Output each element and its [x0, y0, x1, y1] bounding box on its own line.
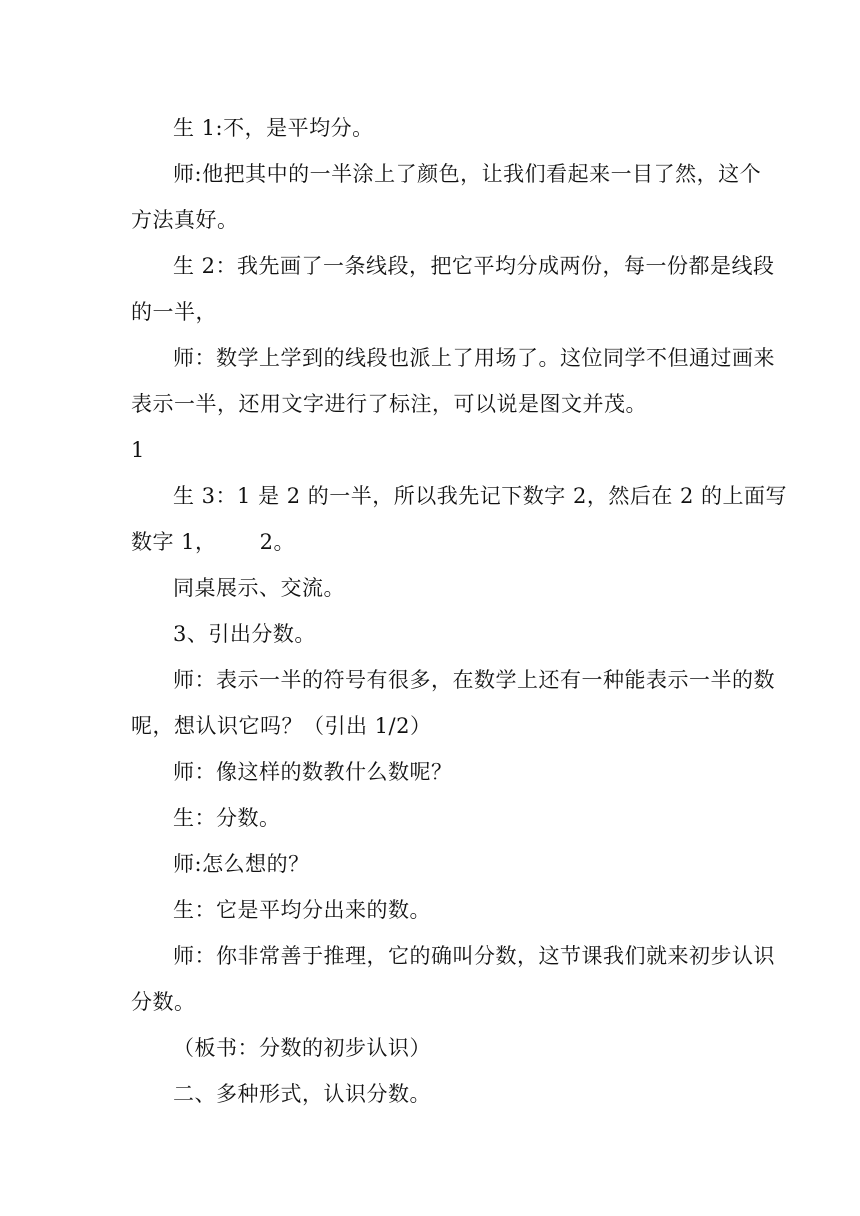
paragraph-line: 1	[131, 438, 145, 462]
paragraph-line: 师：数学上学到的线段也派上了用场了。这位同学不但通过画来	[173, 346, 775, 370]
paragraph-line: 生 1:不，是平均分。	[173, 116, 374, 140]
paragraph-line: 生 2：我先画了一条线段，把它平均分成两份，每一份都是线段	[173, 254, 775, 278]
paragraph-line: 方法真好。	[131, 208, 239, 232]
paragraph-line: 分数。	[131, 990, 196, 1014]
paragraph-line: 表示一半，还用文字进行了标注，可以说是图文并茂。	[131, 392, 647, 416]
paragraph-line: 师:怎么想的？	[173, 852, 310, 876]
paragraph-line: 的一半，	[131, 300, 217, 324]
board-note: （板书：分数的初步认识）	[173, 1036, 431, 1060]
section-heading: 3、引出分数。	[173, 622, 316, 646]
section-heading: 二、多种形式，认识分数。	[173, 1082, 431, 1106]
paragraph-line: 生 3：1 是 2 的一半，所以我先记下数字 2，然后在 2 的上面写	[173, 484, 788, 508]
paragraph-line: 生：分数。	[173, 806, 281, 830]
paragraph-line: 师：像这样的数教什么数呢？	[173, 760, 453, 784]
paragraph-line: 生：它是平均分出来的数。	[173, 898, 431, 922]
paragraph-line: 师：你非常善于推理，它的确叫分数，这节课我们就来初步认识	[173, 944, 775, 968]
paragraph-line: 同桌展示、交流。	[173, 576, 345, 600]
paragraph-line: 数字 1， 2。	[131, 530, 295, 554]
paragraph-line: 呢，想认识它吗？（引出 1/2）	[131, 714, 432, 738]
paragraph-line: 师:他把其中的一半涂上了颜色，让我们看起来一目了然，这个	[173, 162, 762, 186]
paragraph-line: 师：表示一半的符号有很多，在数学上还有一种能表示一半的数	[173, 668, 775, 692]
